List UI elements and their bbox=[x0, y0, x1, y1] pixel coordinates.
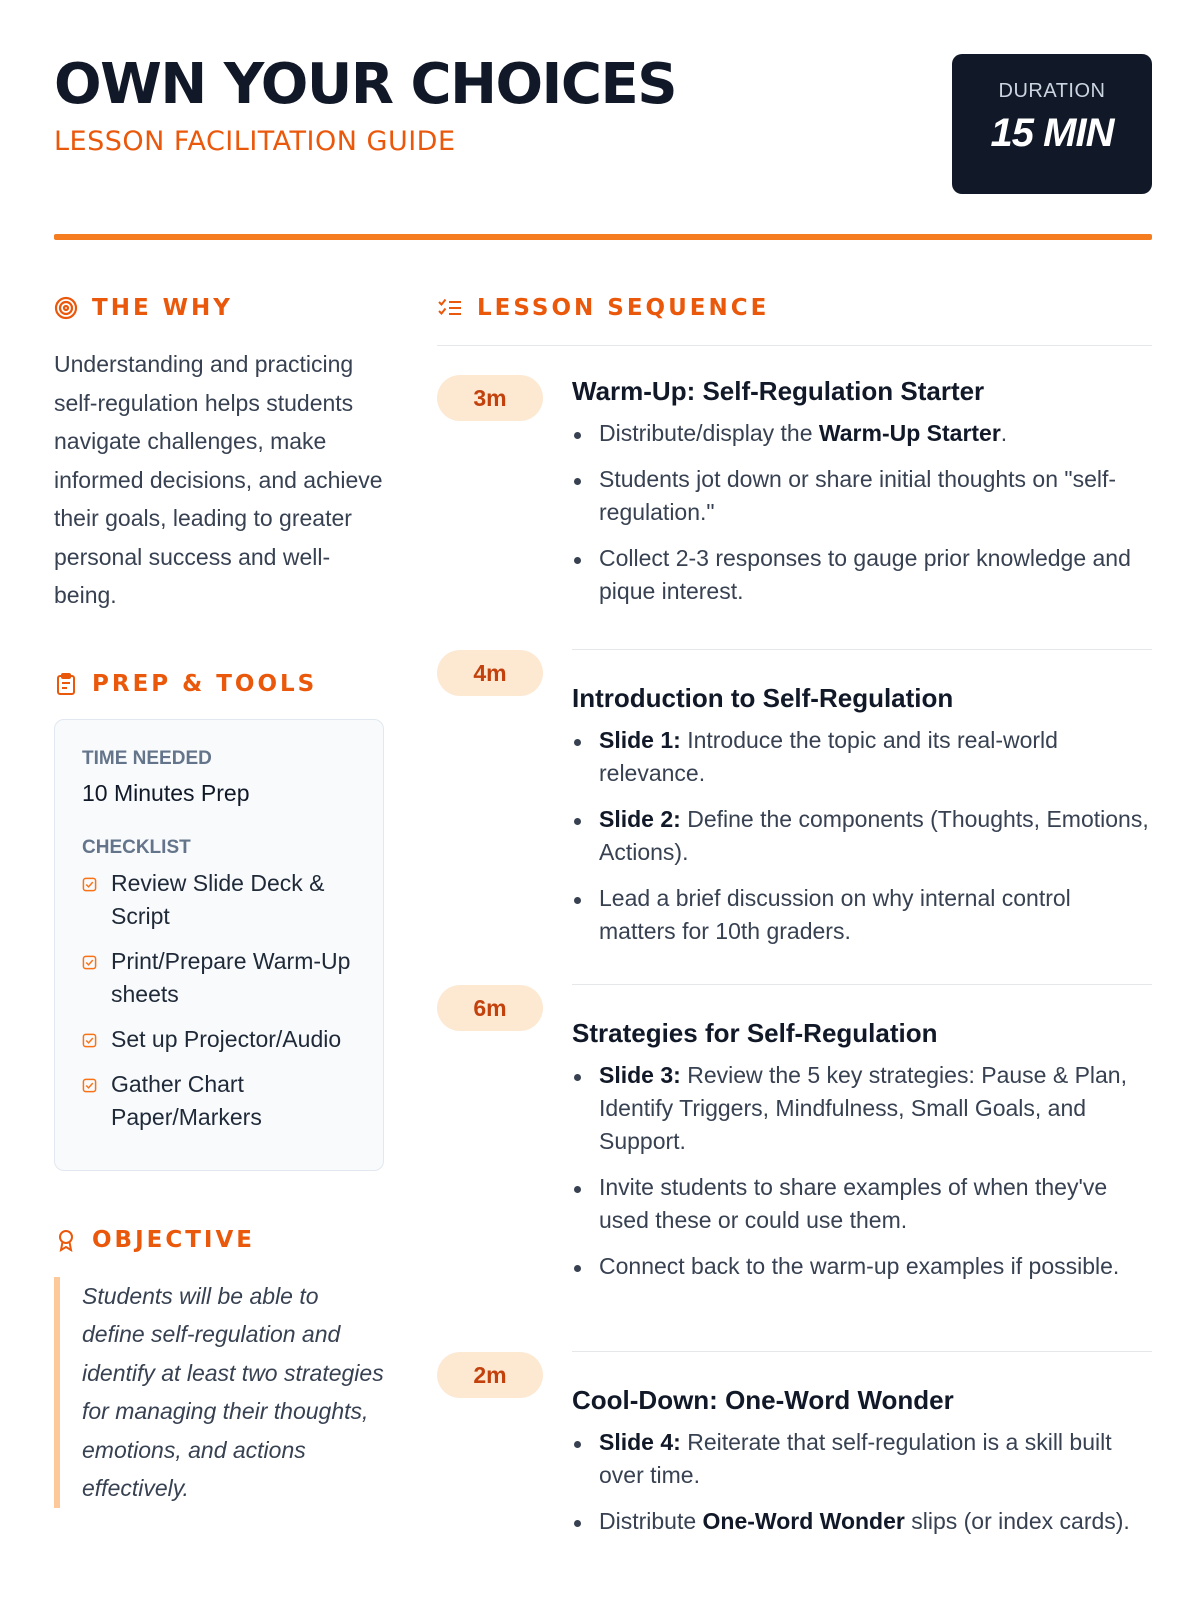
step-bullets bbox=[572, 1426, 1152, 1538]
step-bullet: Slide 3: Review the 5 key strategies: Pause & Plan, Identify Triggers, Mindfulness, Small Goals, and Support. bbox=[572, 1059, 1152, 1158]
checklist-item bbox=[82, 1023, 357, 1056]
step-duration-pill: 6m bbox=[437, 985, 543, 1031]
page-title: OWN YOUR CHOICES bbox=[54, 52, 677, 117]
left-column bbox=[54, 295, 384, 1508]
step-bullet: Slide 1: Introduce the topic and its real-world relevance. bbox=[572, 724, 1152, 790]
step-duration-pill: 4m bbox=[437, 650, 543, 696]
step-title: Introduction to Self-Regulation bbox=[572, 683, 954, 713]
checklist-label: CHECKLIST bbox=[82, 836, 191, 858]
checklist-item-label: Gather Chart Paper/Markers bbox=[111, 1070, 262, 1130]
checklist-item-label: Set up Projector/Audio bbox=[111, 1025, 342, 1052]
step-bullet: Distribute One-Word Wonder slips (or index cards). bbox=[572, 1505, 1152, 1538]
checklist-item-label: Review Slide Deck & Script bbox=[111, 869, 325, 929]
step-bullet: Slide 4: Reiterate that self-regulation is a skill built over time. bbox=[572, 1426, 1152, 1492]
duration-label: DURATION bbox=[998, 80, 1106, 102]
step-bullets bbox=[572, 1059, 1152, 1283]
step-bullets bbox=[572, 417, 1152, 608]
step-divider bbox=[572, 984, 1152, 985]
step-body bbox=[572, 1351, 1152, 1551]
checkbox-icon bbox=[82, 1078, 97, 1093]
list-check-icon bbox=[437, 296, 463, 320]
clipboard-icon bbox=[54, 672, 78, 696]
why-heading bbox=[54, 295, 384, 321]
step-duration-pill: 2m bbox=[437, 1352, 543, 1398]
target-icon bbox=[54, 296, 78, 320]
step-body bbox=[572, 649, 1152, 961]
prep-box bbox=[54, 719, 384, 1171]
step-divider bbox=[572, 649, 1152, 650]
step-bullet: Lead a brief discussion on why internal control matters for 10th graders. bbox=[572, 882, 1152, 948]
award-icon bbox=[54, 1228, 78, 1252]
duration-badge bbox=[952, 54, 1152, 194]
checklist-item bbox=[82, 867, 357, 933]
step-bullet: Slide 2: Define the components (Thoughts, Emotions, Actions). bbox=[572, 803, 1152, 869]
step-body bbox=[572, 375, 1152, 621]
step-title: Cool-Down: One-Word Wonder bbox=[572, 1385, 954, 1415]
time-needed-label: TIME NEEDED bbox=[82, 747, 212, 769]
checkbox-icon bbox=[82, 877, 97, 892]
checkbox-icon bbox=[82, 955, 97, 970]
checklist-item bbox=[82, 945, 357, 1011]
lesson-sequence bbox=[437, 295, 1152, 1534]
sequence-heading-label: LESSON SEQUENCE bbox=[477, 295, 770, 321]
objective-heading bbox=[54, 1227, 384, 1253]
step-body bbox=[572, 984, 1152, 1296]
sequence-heading bbox=[437, 295, 1152, 321]
checklist-item bbox=[82, 1068, 357, 1134]
step-bullets bbox=[572, 724, 1152, 948]
why-heading-label: THE WHY bbox=[92, 295, 233, 321]
checklist-item-label: Print/Prepare Warm-Up sheets bbox=[111, 947, 351, 1007]
step-bullet: Connect back to the warm-up examples if possible. bbox=[572, 1250, 1152, 1283]
why-text: Understanding and practicing self-regulation helps students navigate challenges, make informed decisions, and achieve their goals, leading to greater personal success and well-being. bbox=[54, 351, 383, 608]
step-title: Strategies for Self-Regulation bbox=[572, 1018, 938, 1048]
header-divider bbox=[54, 234, 1152, 240]
prep-heading-label: PREP & TOOLS bbox=[92, 670, 318, 697]
checklist bbox=[82, 867, 357, 1134]
step-title: Warm-Up: Self-Regulation Starter bbox=[572, 376, 985, 406]
checkbox-icon bbox=[82, 1033, 97, 1048]
sequence-divider bbox=[437, 345, 1152, 346]
step-bullet: Collect 2-3 responses to gauge prior knowledge and pique interest. bbox=[572, 542, 1152, 608]
step-divider bbox=[572, 1351, 1152, 1352]
objective-text: Students will be able to define self-regulation and identify at least two strategies for managing their thoughts, emotions, and actions effectively. bbox=[54, 1277, 384, 1508]
duration-value: 15 MIN bbox=[990, 111, 1114, 155]
step-bullet: Invite students to share examples of when they've used these or could use them. bbox=[572, 1171, 1152, 1237]
page-subtitle: LESSON FACILITATION GUIDE bbox=[54, 126, 456, 157]
time-needed-value: 10 Minutes Prep bbox=[82, 779, 250, 806]
objective-heading-label: OBJECTIVE bbox=[92, 1226, 255, 1253]
step-duration-pill: 3m bbox=[437, 375, 543, 421]
prep-heading bbox=[54, 671, 384, 697]
step-bullet: Distribute/display the Warm-Up Starter. bbox=[572, 417, 1152, 450]
page-header bbox=[54, 52, 1152, 202]
step-bullet: Students jot down or share initial thoughts on "self-regulation." bbox=[572, 463, 1152, 529]
